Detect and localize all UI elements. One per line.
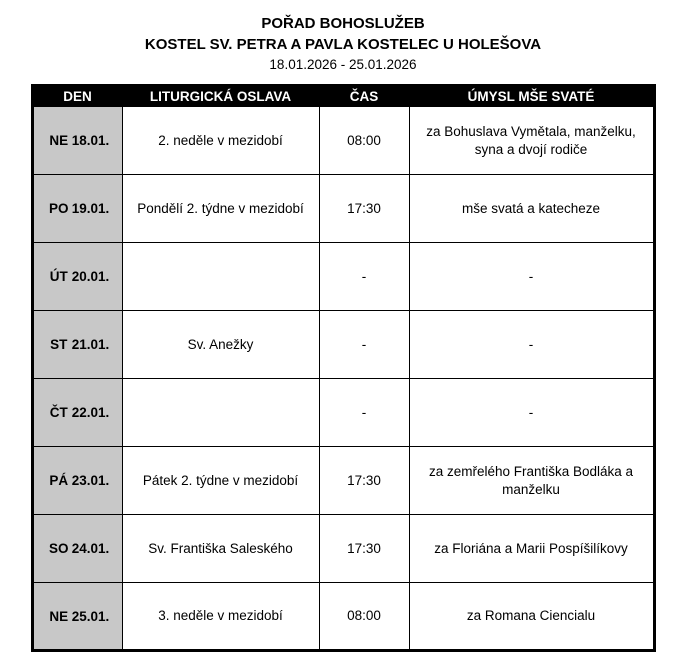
intention-cell: - bbox=[409, 311, 654, 379]
day-abbr: PÁ bbox=[49, 473, 69, 488]
column-header-umysl: ÚMYSL MŠE SVATÉ bbox=[409, 86, 654, 107]
time-cell: 17:30 bbox=[319, 175, 409, 243]
time-cell: - bbox=[319, 379, 409, 447]
schedule-table-head bbox=[32, 86, 654, 107]
day-abbr: ČT bbox=[49, 405, 68, 420]
liturgy-cell bbox=[122, 379, 319, 447]
day-abbr: SO bbox=[48, 541, 69, 556]
document-date-range: 18.01.2026 - 25.01.2026 bbox=[269, 57, 417, 72]
day-abbr: ST bbox=[50, 337, 68, 352]
table-row bbox=[32, 447, 654, 515]
day-cell bbox=[32, 243, 122, 311]
column-header-cas: ČAS bbox=[319, 86, 409, 107]
day-date: 20.01. bbox=[71, 269, 110, 284]
day-cell bbox=[32, 447, 122, 515]
time-cell: 17:30 bbox=[319, 447, 409, 515]
liturgy-cell bbox=[122, 243, 319, 311]
day-abbr: PO bbox=[48, 201, 69, 216]
intention-cell: - bbox=[409, 379, 654, 447]
day-cell bbox=[32, 107, 122, 175]
time-cell: 17:30 bbox=[319, 515, 409, 583]
day-cell bbox=[32, 175, 122, 243]
liturgy-cell: Sv. Františka Saleského bbox=[122, 515, 319, 583]
schedule-table-body bbox=[32, 107, 654, 651]
day-date: 24.01. bbox=[71, 541, 110, 556]
header-row bbox=[32, 86, 654, 107]
intention-cell: za Floriána a Marii Pospíšilíkovy bbox=[409, 515, 654, 583]
intention-cell: za zemřelého Františka Bodláka a manželku bbox=[409, 447, 654, 515]
day-cell bbox=[32, 583, 122, 651]
day-cell bbox=[32, 379, 122, 447]
document-subtitle: KOSTEL SV. PETRA A PAVLA KOSTELEC U HOLEŠOVA bbox=[144, 36, 542, 53]
column-header-den: DEN bbox=[32, 86, 122, 107]
day-date: 23.01. bbox=[71, 473, 110, 488]
column-header-liturgicka-oslava: LITURGICKÁ OSLAVA bbox=[122, 86, 319, 107]
day-date: 25.01. bbox=[71, 608, 110, 624]
day-cell bbox=[32, 515, 122, 583]
intention-cell: za Bohuslava Vymětala, manželku, syna a dvojí rodiče bbox=[409, 107, 654, 175]
table-row bbox=[32, 243, 654, 311]
day-abbr: NE bbox=[49, 608, 69, 624]
day-date: 22.01. bbox=[71, 405, 110, 420]
intention-cell: mše svatá a katecheze bbox=[409, 175, 654, 243]
day-abbr: NE bbox=[49, 133, 69, 148]
liturgy-cell: Pátek 2. týdne v mezidobí bbox=[122, 447, 319, 515]
document-header bbox=[0, 13, 686, 74]
liturgy-cell: 2. neděle v mezidobí bbox=[122, 107, 319, 175]
table-row bbox=[32, 583, 654, 651]
day-date: 19.01. bbox=[71, 201, 110, 216]
intention-cell: za Romana Ciencialu bbox=[409, 583, 654, 651]
liturgy-cell: 3. neděle v mezidobí bbox=[122, 583, 319, 651]
table-row bbox=[32, 515, 654, 583]
day-date: 21.01. bbox=[71, 337, 110, 352]
table-row bbox=[32, 107, 654, 175]
time-cell: 08:00 bbox=[319, 107, 409, 175]
day-date: 18.01. bbox=[71, 133, 110, 148]
schedule-table bbox=[31, 84, 656, 652]
intention-cell: - bbox=[409, 243, 654, 311]
day-cell bbox=[32, 311, 122, 379]
liturgy-cell: Sv. Anežky bbox=[122, 311, 319, 379]
document-title: POŘAD BOHOSLUŽEB bbox=[261, 15, 425, 32]
day-abbr: ÚT bbox=[49, 269, 68, 284]
liturgy-cell: Pondělí 2. týdne v mezidobí bbox=[122, 175, 319, 243]
time-cell: 08:00 bbox=[319, 583, 409, 651]
table-row bbox=[32, 311, 654, 379]
time-cell: - bbox=[319, 243, 409, 311]
table-row bbox=[32, 175, 654, 243]
time-cell: - bbox=[319, 311, 409, 379]
table-row bbox=[32, 379, 654, 447]
